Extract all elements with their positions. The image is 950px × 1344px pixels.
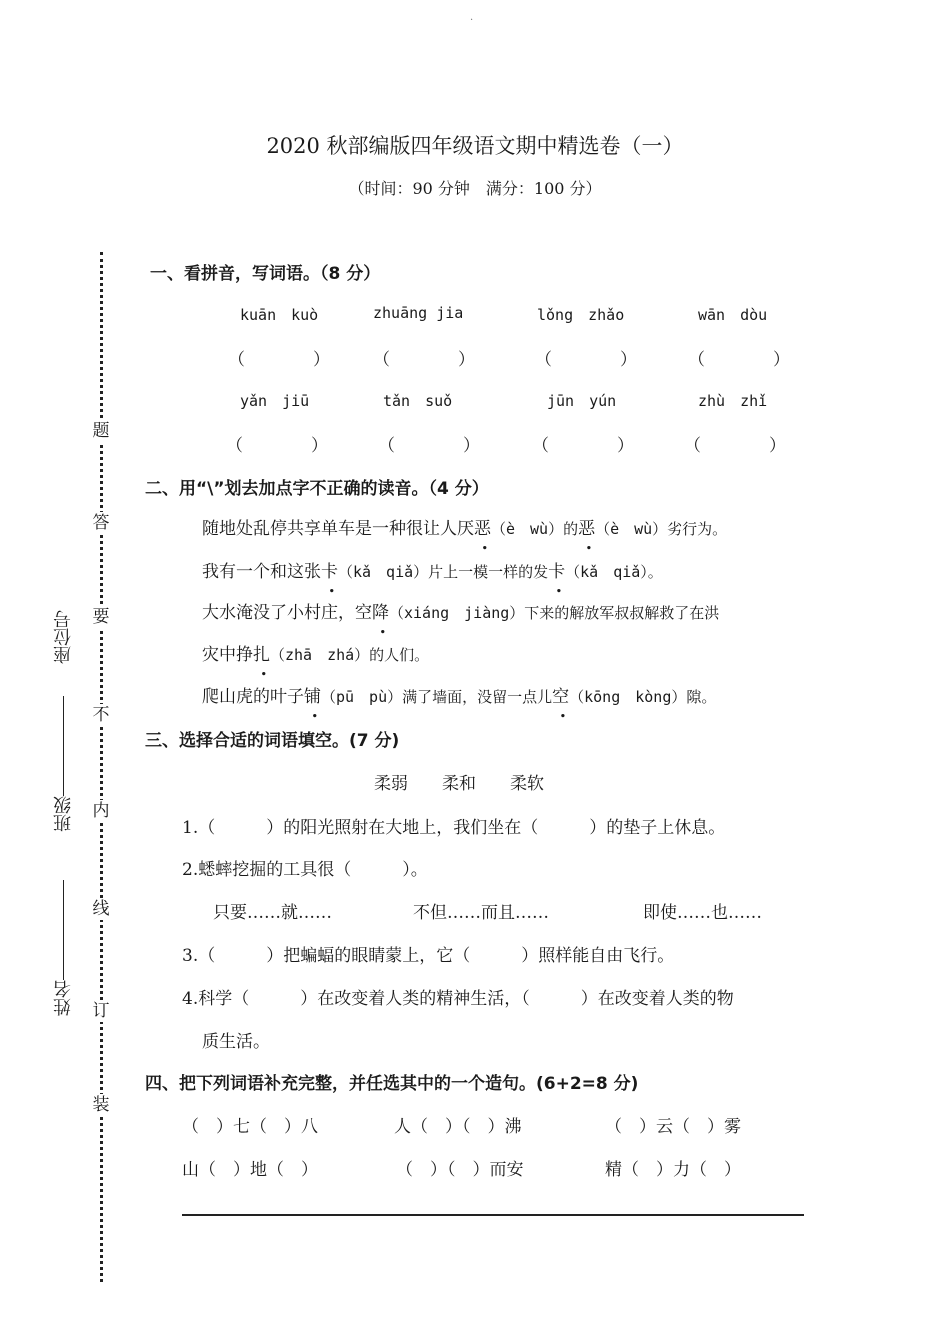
pinyin: zhù zhǐ [698, 392, 768, 410]
idiom-item[interactable]: （ ）云（ ）雾 [605, 1117, 741, 1137]
question-4[interactable]: 4.科学（ ）在改变着人类的精神生活，（ ）在改变着人类的物 [182, 989, 734, 1009]
class-field[interactable] [52, 696, 76, 832]
question-4-cont: 质生活。 [202, 1032, 270, 1052]
pinyin: wān dòu [698, 306, 768, 324]
answer-paren[interactable]: （ ） [378, 436, 480, 456]
section2-heading: 二、用“\”划去加点字不正确的读音。（4 分） [145, 479, 489, 499]
answer-paren[interactable]: （ ） [532, 436, 634, 456]
binding-char: 答 [90, 512, 112, 534]
section3-heading: 三、选择合适的词语填空。(7 分) [145, 731, 400, 751]
answer-paren[interactable]: （ ） [228, 350, 330, 370]
word-options: 柔弱 柔和 柔软 [374, 774, 544, 794]
reading-line: 我有一个和这张卡（kǎ qiǎ）片上一模一样的发卡（kǎ qiǎ）。 [202, 562, 663, 582]
dotted-char: 恶 [578, 519, 596, 539]
idiom-item[interactable]: （ ）（ ）而安 [396, 1160, 524, 1180]
answer-paren[interactable]: （ ） [684, 436, 786, 456]
dotted-char: 恶 [474, 519, 491, 539]
section1-heading: 一、看拼音，写词语。（8 分） [150, 264, 381, 284]
idiom-item[interactable]: （ ）七（ ）八 [182, 1117, 318, 1137]
pinyin: tǎn suǒ [383, 392, 453, 410]
seat-number-label: 座位号 [53, 610, 74, 664]
binding-char: 订 [90, 1000, 112, 1022]
binding-char: 不 [90, 704, 112, 726]
answer-paren[interactable]: （ ） [226, 436, 328, 456]
answer-paren[interactable]: （ ） [688, 350, 790, 370]
idiom-item[interactable]: 山（ ）地（ ） [182, 1160, 318, 1180]
conjunction-option: 只要……就…… [213, 903, 332, 923]
header-dot: . [470, 12, 474, 23]
dotted-char: 扎 [253, 645, 270, 665]
conjunction-option: 不但……而且…… [413, 903, 549, 923]
name-blank[interactable] [63, 880, 65, 980]
pinyin: zhuāng jia [373, 304, 464, 322]
name-field[interactable] [52, 880, 76, 1016]
dotted-char: 降 [372, 603, 389, 623]
seat-number-field[interactable] [52, 610, 76, 664]
reading-line: 大水淹没了小村庄，空降（xiáng jiàng）下来的解放军叔叔解救了在洪 [202, 603, 720, 623]
answer-paren[interactable]: （ ） [373, 350, 475, 370]
pinyin: jūn yún [547, 392, 617, 410]
binding-char: 要 [90, 606, 112, 628]
dotted-char: 空 [552, 687, 570, 707]
binding-char: 内 [90, 800, 112, 822]
question-1[interactable]: 1.（ ）的阳光照射在大地上，我们坐在（ ）的垫子上休息。 [182, 818, 726, 838]
sentence-answer-line[interactable] [182, 1214, 804, 1216]
reading-line: 灾中挣扎（zhā zhá）的人们。 [202, 645, 430, 665]
exam-title: 2020 秋部编版四年级语文期中精选卷（一） [266, 134, 684, 158]
dotted-char: 卡 [548, 562, 566, 582]
binding-char: 装 [90, 1094, 112, 1116]
binding-char: 题 [90, 420, 112, 442]
pinyin: yǎn jiū [240, 392, 310, 410]
name-label: 姓名 [53, 980, 74, 1016]
idiom-item[interactable]: 人（ ）（ ）沸 [394, 1117, 522, 1137]
section4-heading: 四、把下列词语补充完整，并任选其中的一个造句。(6+2=8 分) [145, 1074, 639, 1094]
binding-char: 线 [90, 898, 112, 920]
binding-dotted-line [100, 252, 103, 1282]
class-blank[interactable] [63, 696, 65, 796]
pinyin: lǒng zhǎo [537, 306, 625, 324]
conjunction-option: 即使……也…… [643, 903, 762, 923]
idiom-item[interactable]: 精（ ）力（ ） [605, 1160, 741, 1180]
class-label: 班级 [53, 796, 74, 832]
exam-subtitle: （时间：90 分钟 满分：100 分） [348, 179, 602, 198]
pinyin: kuān kuò [240, 306, 319, 324]
dotted-char: 铺 [304, 687, 321, 707]
dotted-char: 卡 [321, 562, 338, 582]
answer-paren[interactable]: （ ） [535, 350, 637, 370]
reading-line: 爬山虎的叶子铺（pū pù）满了墙面，没留一点儿空（kōng kòng）隙。 [202, 687, 717, 707]
reading-line: 随地处乱停共享单车是一种很让人厌恶（è wù）的恶（è wù）劣行为。 [202, 519, 728, 539]
question-2[interactable]: 2.蟋蟀挖掘的工具很（ ）。 [182, 860, 428, 880]
question-3[interactable]: 3.（ ）把蝙蝠的眼睛蒙上，它（ ）照样能自由飞行。 [182, 946, 675, 966]
